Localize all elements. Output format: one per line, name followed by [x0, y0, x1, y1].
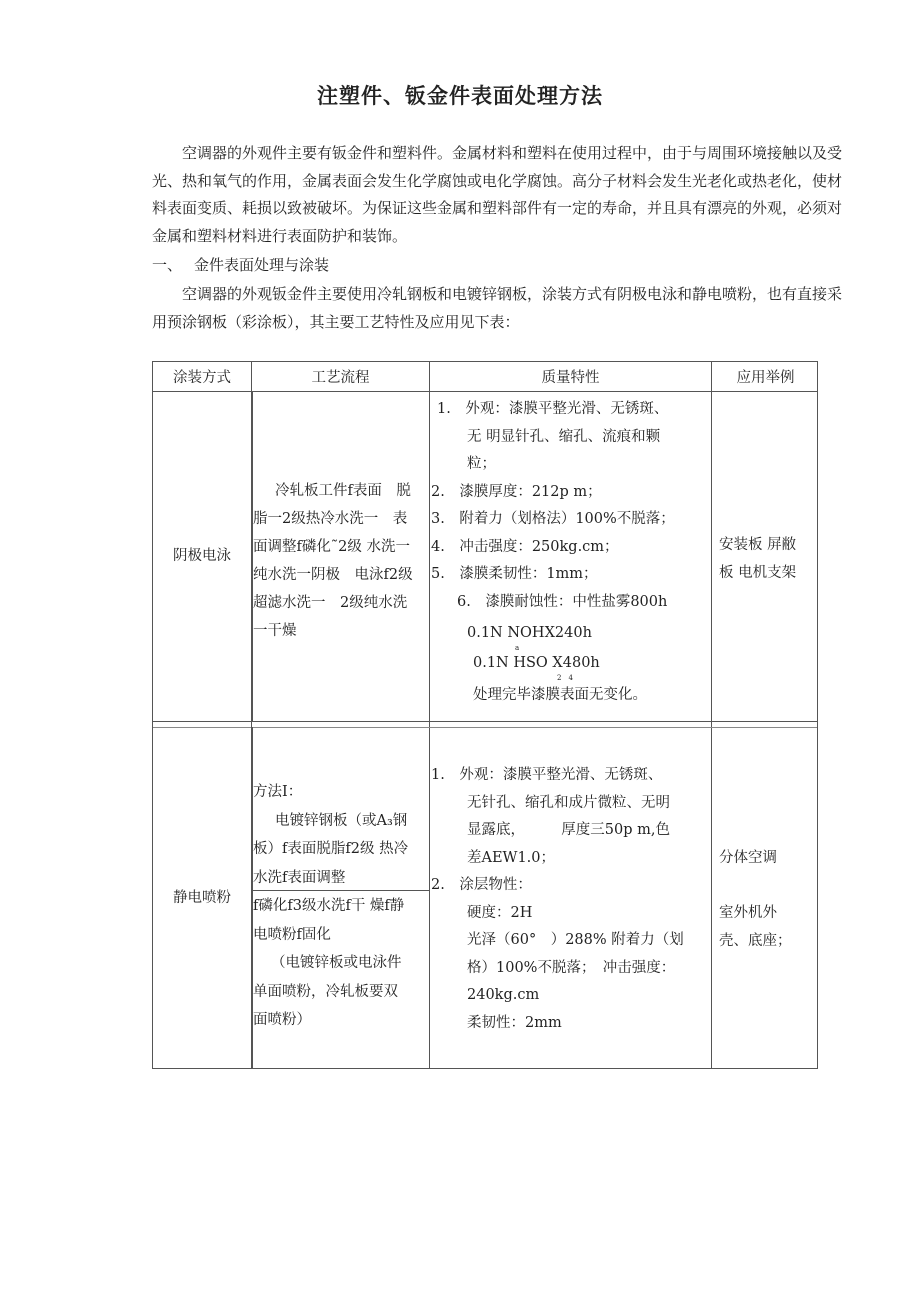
- application-line: 壳、底座；: [719, 932, 792, 949]
- quality-line: 处理完毕漆膜表面无变化。: [473, 687, 647, 703]
- quality-line: 粒；: [467, 456, 496, 472]
- method-cell: [153, 728, 251, 1069]
- quality-line: 显露底， 厚度三50p m,色: [467, 822, 670, 838]
- quality-line: 240kg.cm: [467, 987, 540, 1003]
- process-line: 一干燥: [253, 623, 297, 639]
- application-cell: [719, 532, 817, 587]
- col-divider: [711, 362, 712, 1068]
- application-line: 分体空调: [719, 850, 777, 866]
- quality-line: 0.1N HSO X480h: [473, 655, 600, 671]
- process-line: f磷化f3级水洗f干 燥f静: [253, 898, 405, 914]
- process-line: 板）f表面脱脂f2级 热冷: [253, 841, 409, 857]
- method-cell: [153, 392, 251, 721]
- process-line: 纯水洗一阴极 电泳f2级: [253, 567, 413, 583]
- header-application: 应用举例: [736, 370, 795, 386]
- process-cell: [253, 477, 431, 645]
- quality-line: 4. 冲击强度：250kg.cm；: [431, 538, 619, 555]
- section-title: 金件表面处理与涂装: [194, 256, 330, 274]
- quality-line: 格）100%不脱落； 冲击强度：: [467, 959, 676, 976]
- application-line: 板 电机支架: [719, 564, 797, 581]
- intro-paragraph: 空调器的外观件主要有钣金件和塑料件。金属材料和塑料在使用过程中，由于与周围环境接触以及受光、热和氧气的作用，金属表面会发生化学腐蚀或电化学腐蚀。高分子材料会发生光老化或热老化，使材料表面变质、耗损以致被破坏。为保证这些金属和塑料部件有一定的寿命，并且具有漂亮的外观，必须对金属和塑料材料进行表面防护和装饰。: [152, 144, 843, 245]
- quality-line: 1. 外观：漆膜平整光滑、无锈斑、: [437, 401, 669, 417]
- header-quality: 质量特性: [541, 370, 600, 386]
- process-line: 水洗f表面调整: [253, 869, 346, 886]
- quality-cell: [431, 396, 709, 710]
- quality-line: 光泽（60° ）288% 附着力（划: [467, 932, 684, 948]
- application-line: 室外机外: [719, 905, 777, 921]
- method-label: 静电喷粉: [173, 889, 231, 906]
- quality-line: 硬度：2H: [467, 904, 533, 921]
- quality-line: 2. 漆膜厚度：212p m；: [431, 483, 602, 500]
- section-paragraph: 空调器的外观钣金件主要使用冷轧钢板和电镀锌钢板，涂装方式有阴极电泳和静电喷粉，也有直接采用预涂钢板（彩涂板），其主要工艺特性及应用见下表：: [152, 285, 843, 331]
- section-heading: [152, 252, 329, 279]
- section-number: 一、: [152, 256, 183, 274]
- quality-line: 2. 涂层物性：: [431, 877, 532, 893]
- quality-line: 柔韧性：2mm: [467, 1014, 562, 1031]
- process-line: 电喷粉f固化: [253, 926, 331, 943]
- application-line: 安装板 屏敝: [719, 537, 797, 553]
- process-cell: [253, 892, 431, 1035]
- process-line: 电镀锌钢板（或A₃钢: [275, 812, 408, 829]
- header-process: 工艺流程: [311, 370, 370, 386]
- quality-line: 差AEW1.0；: [467, 849, 556, 866]
- quality-subscript: 2 4: [557, 674, 573, 682]
- coating-table: [152, 361, 818, 1069]
- quality-line: 无 明显针孔、缩孔、流痕和颗: [467, 428, 661, 445]
- process-line: 面调整f磷化˜2级 水洗一: [253, 539, 410, 555]
- process-line: （电镀锌板或电泳件: [271, 955, 402, 971]
- quality-subscript: a: [515, 644, 520, 652]
- quality-line: 0.1N NOHX240h: [467, 625, 592, 641]
- method-label: 阴极电泳: [173, 547, 231, 564]
- process-line: 方法I：: [253, 784, 303, 800]
- header-method: 涂装方式: [173, 370, 231, 386]
- process-line: 单面喷粉，冷轧板要双: [253, 983, 398, 1000]
- quality-line: 6. 漆膜耐蚀性：中性盐雾800h: [457, 593, 668, 610]
- row-divider: [153, 721, 817, 722]
- application-cell: [719, 900, 817, 955]
- quality-cell: [431, 762, 709, 1037]
- quality-line: 无针孔、缩孔和成片微粒、无明: [467, 794, 670, 811]
- process-line: 脂一2级热冷水洗一 表: [253, 511, 408, 527]
- quality-line: 5. 漆膜柔韧性：1mm；: [431, 566, 598, 582]
- process-line: 超滤水洗一 2级纯水洗: [253, 595, 408, 611]
- process-line: 面喷粉）: [253, 1012, 311, 1028]
- application-cell: [719, 845, 817, 873]
- process-cell: [253, 778, 431, 892]
- quality-line: 3. 附着力（划格法）100%不脱落；: [431, 511, 675, 527]
- quality-line: 1. 外观：漆膜平整光滑、无锈斑、: [431, 767, 663, 783]
- process-line: 冷轧板工件f表面 脱: [275, 483, 411, 499]
- document-title: 注塑件、钣金件表面处理方法: [317, 84, 603, 108]
